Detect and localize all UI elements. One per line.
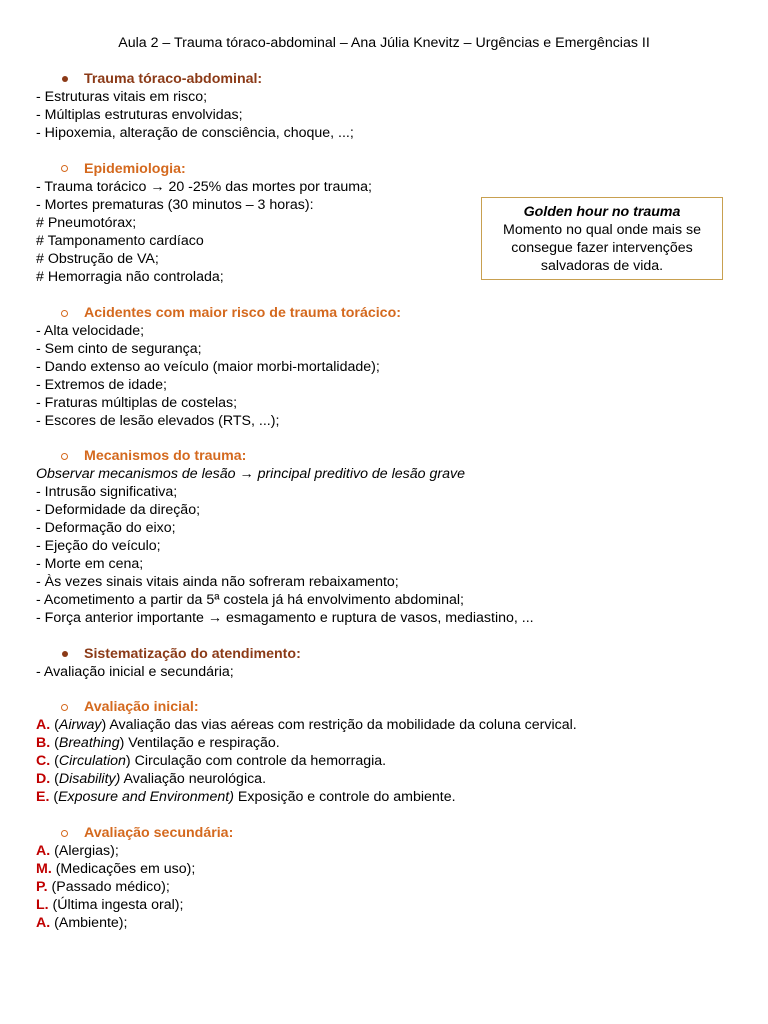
acidentes-list <box>36 322 736 430</box>
english-term: Breathing <box>58 735 120 751</box>
acronym-letter: C. <box>36 753 51 769</box>
list-item: - Morte em cena; <box>36 556 144 572</box>
english-term: Exposure and Environment) <box>58 789 234 805</box>
list-item: - Alta velocidade; <box>36 323 145 339</box>
list-item <box>36 770 736 788</box>
item-text: (Ambiente); <box>50 915 128 931</box>
list-item: - Múltiplas estruturas envolvidas; <box>36 107 243 123</box>
callout-line: salvadoras de vida. <box>540 258 664 274</box>
paren: ( <box>50 753 59 769</box>
item-text: (Medicações em uso); <box>51 861 196 877</box>
list-item <box>36 788 736 806</box>
list-item: - Intrusão significativa; <box>36 484 178 500</box>
english-term: Disability) <box>58 771 121 787</box>
callout-line: Momento no qual onde mais se <box>503 222 701 238</box>
acronym-letter: B. <box>36 735 51 751</box>
section-title-acidentes: Acidentes com maior risco de trauma torácico: <box>84 305 401 321</box>
sistematizacao-list <box>36 663 736 681</box>
acronym-letter: E. <box>36 789 50 805</box>
section-title-trauma: Trauma tóraco-abdominal: <box>84 71 263 87</box>
avaliacao-secundaria-list <box>36 842 736 932</box>
section-title-avaliacao-secundaria: Avaliação secundária: <box>84 825 234 841</box>
item-text: (Última ingesta oral); <box>48 897 184 913</box>
list-item: - Escores de lesão elevados (RTS, ...); <box>36 413 280 429</box>
list-item: # Pneumotórax; <box>36 215 137 231</box>
paren: ( <box>50 771 59 787</box>
list-item: - Sem cinto de segurança; <box>36 341 202 357</box>
callout-title: Golden hour no trauma <box>523 204 681 220</box>
acronym-letter: M. <box>36 861 52 877</box>
list-item <box>36 716 736 734</box>
english-term: Circulation <box>58 753 126 769</box>
list-item: # Tamponamento cardíaco <box>36 233 204 249</box>
acronym-letter: A. <box>36 717 51 733</box>
paren: ) <box>101 717 107 733</box>
list-item <box>36 734 736 752</box>
list-item: - Avaliação inicial e secundária; <box>36 664 234 680</box>
circle-bullet-icon <box>61 165 68 172</box>
list-item: - Dando extenso ao veículo (maior morbi-mortalidade); <box>36 359 380 375</box>
paren: ( <box>50 735 59 751</box>
circle-bullet-icon <box>61 453 68 460</box>
list-item: - Extremos de idade; <box>36 377 167 393</box>
list-item <box>36 896 736 914</box>
paren: ( <box>50 717 59 733</box>
acronym-letter: L. <box>36 897 49 913</box>
item-text: Avaliação das vias aéreas com restrição da mobilidade da coluna cervical. <box>106 717 577 733</box>
list-item <box>36 860 736 878</box>
section-title-sistematizacao: Sistematização do atendimento: <box>84 646 301 662</box>
mecanismos-list <box>36 465 736 627</box>
circle-bullet-icon <box>61 830 68 837</box>
bullet-icon <box>62 651 68 657</box>
item-text: Circulação com controle da hemorragia. <box>130 753 387 769</box>
bullet-icon <box>62 76 68 82</box>
avaliacao-inicial-list <box>36 716 736 806</box>
list-item: - Às vezes sinais vitais ainda não sofreram rebaixamento; <box>36 574 399 590</box>
acronym-letter: P. <box>36 879 48 895</box>
item-text: (Passado médico); <box>47 879 170 895</box>
section-title-mecanismos: Mecanismos do trauma: <box>84 448 247 464</box>
item-text: Ventilação e respiração. <box>124 735 280 751</box>
item-text: Exposição e controle do ambiente. <box>233 789 456 805</box>
list-item <box>36 914 736 932</box>
list-item: - Hipoxemia, alteração de consciência, choque, ...; <box>36 125 354 141</box>
paren: ( <box>49 789 59 805</box>
list-item <box>36 752 736 770</box>
list-item <box>36 842 736 860</box>
list-item: - Fraturas múltiplas de costelas; <box>36 395 238 411</box>
circle-bullet-icon <box>61 310 68 317</box>
paren: ) <box>119 735 125 751</box>
item-text: Avaliação neurológica. <box>120 771 267 787</box>
item-text: (Alergias); <box>50 843 119 859</box>
section-title-epidemiologia: Epidemiologia: <box>84 161 186 177</box>
paren: ) <box>125 753 131 769</box>
list-item: - Força anterior importante → esmagamento e ruptura de vasos, mediastino, ... <box>36 610 534 626</box>
list-item: - Estruturas vitais em risco; <box>36 89 208 105</box>
section-title-avaliacao-inicial: Avaliação inicial: <box>84 699 199 715</box>
list-item: - Trauma torácico → 20 -25% das mortes por trauma; <box>36 179 372 195</box>
callout-line: consegue fazer intervenções <box>511 240 693 256</box>
list-item: - Mortes prematuras (30 minutos – 3 horas): <box>36 197 314 213</box>
list-item <box>36 878 736 896</box>
list-item: - Acometimento a partir da 5ª costela já há envolvimento abdominal; <box>36 592 464 608</box>
trauma-list <box>36 88 736 142</box>
golden-hour-callout <box>481 197 723 280</box>
list-item: - Deformação do eixo; <box>36 520 176 536</box>
list-item: # Obstrução de VA; <box>36 251 159 267</box>
acronym-letter: A. <box>36 915 51 931</box>
list-item: # Hemorragia não controlada; <box>36 269 224 285</box>
list-item: - Deformidade da direção; <box>36 502 201 518</box>
page-header: Aula 2 – Trauma tóraco-abdominal – Ana Júlia Knevitz – Urgências e Emergências II <box>118 35 650 51</box>
acronym-letter: D. <box>36 771 51 787</box>
english-term: Airway <box>58 717 102 733</box>
list-item: - Ejeção do veículo; <box>36 538 161 554</box>
mecanismos-intro: Observar mecanismos de lesão → principal preditivo de lesão grave <box>36 466 465 482</box>
circle-bullet-icon <box>61 704 68 711</box>
acronym-letter: A. <box>36 843 51 859</box>
